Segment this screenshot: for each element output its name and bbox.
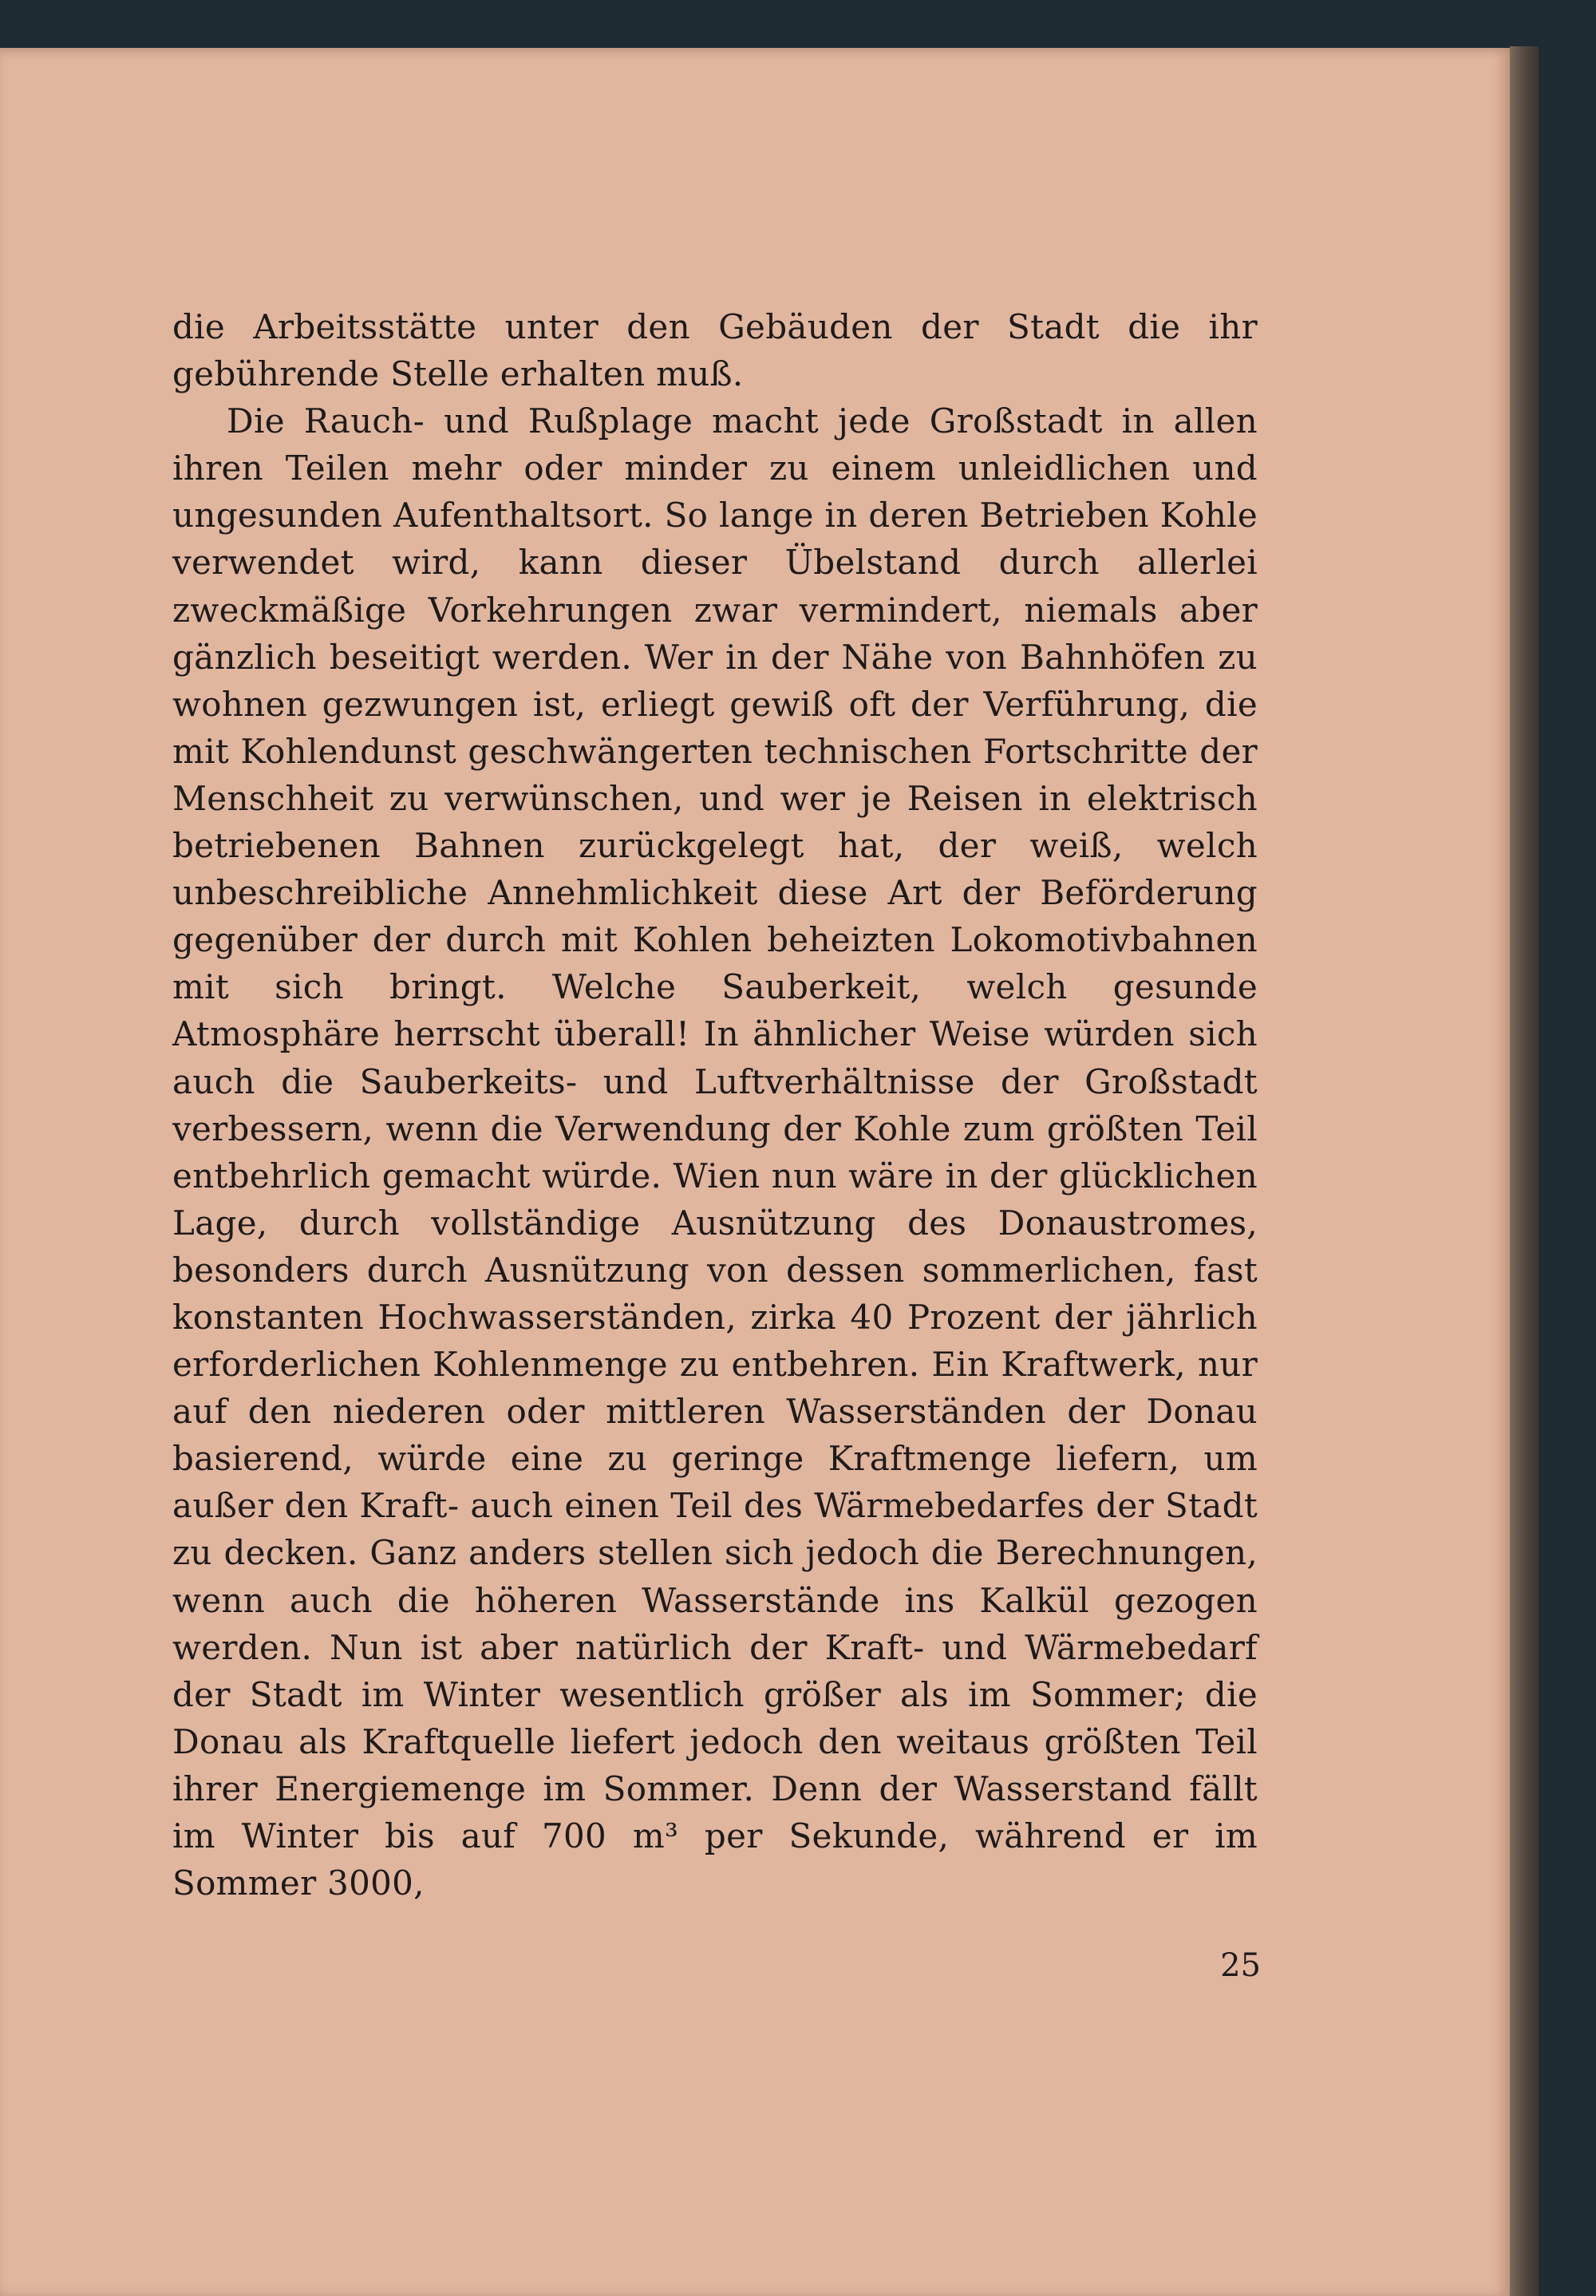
body-text — [172, 303, 1258, 1907]
book-page — [0, 48, 1510, 2296]
page-edge — [1510, 46, 1539, 2296]
paragraph-continuation: die Arbeitsstätte unter den Gebäuden der Stadt die ihr gebührende Stelle erhalten muß. — [172, 307, 1258, 394]
paragraph-rauchplage: Die Rauch- und Rußplage macht jede Großstadt in allen ihren Teilen mehr oder minder zu einem unleidlichen und ungesunden Aufenthaltsort. So lange in deren Betrieben Kohle verwendet wird, kann dieser Übelstand durch allerlei zweckmäßige Vorkehrungen zwar vermindert, niemals aber gänzlich beseitigt werden. Wer in der Nähe von Bahnhöfen zu wohnen gezwungen ist, erliegt gewiß oft der Verführung, die mit Kohlendunst geschwängerten technischen Fortschritte der Menschheit zu verwünschen, und wer je Reisen in elektrisch betriebenen Bahnen zurückgelegt hat, der weiß, welch unbeschreibliche Annehmlichkeit diese Art der Beförderung gegenüber der durch mit Kohlen beheizten Lokomotivbahnen mit sich bringt. Welche Sauberkeit, welch gesunde Atmosphäre herrscht überall! In ähnlicher Weise würden sich auch die Sauberkeits- und Luftverhältnisse der Großstadt verbessern, wenn die Verwendung der Kohle zum größten Teil entbehrlich gemacht würde. Wien nun wäre in der glücklichen Lage, durch vollständige Ausnützung des Donaustromes, besonders durch Ausnützung von dessen sommerlichen, fast konstanten Hochwasserständen, zirka 40 Prozent der jährlich erforderlichen Kohlenmenge zu entbehren. Ein Kraftwerk, nur auf den niederen oder mittleren Wasserständen der Donau basierend, würde eine zu geringe Kraftmenge liefern, um außer den Kraft- auch einen Teil des Wärmebedarfes der Stadt zu decken. Ganz anders stellen sich jedoch die Berechnungen, wenn auch die höheren Wasserstände ins Kalkül gezogen werden. Nun ist aber natürlich der Kraft- und Wärmebedarf der Stadt im Winter wesentlich größer als im Sommer; die Donau als Kraftquelle liefert jedoch den weitaus größten Teil ihrer Energiemenge im Sommer. Denn der Wasserstand fällt im Winter bis auf 700 m³ per Sekunde, während er im Sommer 3000, — [172, 401, 1258, 1903]
page-number: 25 — [1220, 1947, 1261, 1984]
